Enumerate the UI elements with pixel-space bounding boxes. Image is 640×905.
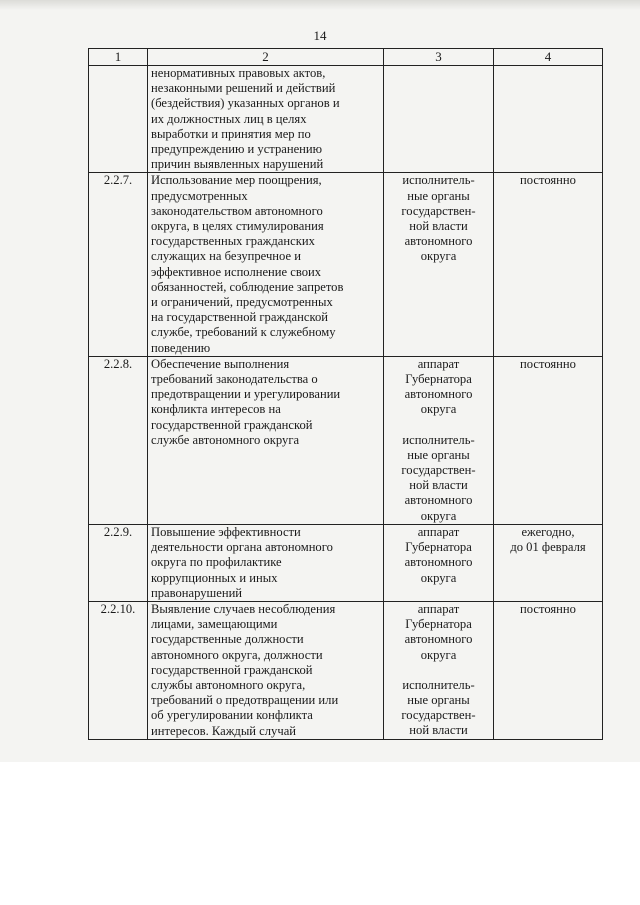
- cell-line: постоянно: [520, 601, 576, 616]
- cell-line: автономного: [404, 234, 473, 249]
- cell-line: округа: [420, 249, 457, 264]
- cell-line: ной власти: [409, 478, 468, 493]
- scan-top-edge: [0, 0, 640, 10]
- plan-table: [88, 48, 603, 740]
- cell-line: Губернатора: [405, 372, 472, 387]
- deadline-cell: [494, 173, 603, 356]
- item-number: 2.2.9.: [89, 524, 148, 601]
- cell-line: предупреждению и устранению: [151, 142, 323, 157]
- cell-line: округа: [420, 402, 457, 417]
- deadline-cell: [494, 66, 603, 173]
- cell-line: государственной гражданской: [151, 662, 313, 677]
- cell-line: выработки и принятия мер по: [151, 126, 311, 141]
- executor-cell: [384, 356, 494, 524]
- cell-line: законодательством автономного: [151, 203, 323, 218]
- cell-line: обязанностей, соблюдение запретов: [151, 279, 344, 294]
- cell-line: Повышение эффективности: [151, 524, 301, 539]
- cell-line: требований законодательства о: [151, 372, 318, 387]
- cell-line: поведению: [151, 340, 211, 355]
- table-row: [89, 356, 603, 524]
- cell-line: незаконными решений и действий: [151, 81, 336, 96]
- cell-line: требований о предотвращении или: [151, 693, 339, 708]
- cell-line: округа: [420, 508, 457, 523]
- deadline-cell: [494, 601, 603, 739]
- column-number: 1: [89, 49, 148, 66]
- cell-line: автономного: [404, 632, 473, 647]
- cell-line: государствен-: [401, 463, 476, 478]
- cell-line: предотвращении и урегулировании: [151, 387, 341, 402]
- cell-line: округа: [420, 647, 457, 662]
- cell-line: служащих на безупречное и: [151, 249, 301, 264]
- cell-line: постоянно: [520, 173, 576, 188]
- cell-line: государственные должности: [151, 632, 304, 647]
- cell-line: конфликта интересов на: [151, 402, 281, 417]
- cell-line: Губернатора: [405, 617, 472, 632]
- cell-line: интересов. Каждый случай: [151, 723, 297, 738]
- cell-line: ной власти: [409, 219, 468, 234]
- cell-line: коррупционных и иных: [151, 570, 278, 585]
- cell-line: эффективное исполнение своих: [151, 264, 322, 279]
- cell-line: округа, в целях стимулирования: [151, 219, 324, 234]
- cell-line: до 01 февраля: [510, 540, 586, 555]
- cell-line: лицами, замещающими: [151, 617, 278, 632]
- page-number: 14: [313, 28, 327, 43]
- cell-line: об урегулировании конфликта: [151, 708, 313, 723]
- cell-line: Обеспечение выполнения: [151, 356, 290, 371]
- cell-line: ные органы: [407, 188, 470, 203]
- cell-line: автономного: [404, 555, 473, 570]
- measure-text: [148, 601, 384, 739]
- cell-line: государственных гражданских: [151, 234, 315, 249]
- cell-line: исполнитель-: [402, 432, 475, 447]
- deadline-cell: [494, 356, 603, 524]
- cell-line: автономного округа, должности: [151, 647, 323, 662]
- column-number: 3: [384, 49, 494, 66]
- cell-line: государствен-: [401, 203, 476, 218]
- cell-line: предусмотренных: [151, 188, 248, 203]
- cell-line: Губернатора: [405, 540, 472, 555]
- cell-line: ной власти: [409, 723, 468, 738]
- cell-line: Выявление случаев несоблюдения: [151, 601, 336, 616]
- cell-line: службе, требований к служебному: [151, 325, 336, 340]
- cell-line: на государственной гражданской: [151, 310, 328, 325]
- cell-line: причин выявленных нарушений: [151, 157, 324, 172]
- executor-cell: [384, 173, 494, 356]
- deadline-cell: [494, 524, 603, 601]
- cell-line: ные органы: [407, 447, 470, 462]
- cell-line: исполнитель-: [402, 173, 475, 188]
- column-number: 2: [148, 49, 384, 66]
- executor-cell: [384, 66, 494, 173]
- cell-line: и ограничений, предусмотренных: [151, 295, 333, 310]
- cell-line: аппарат: [417, 601, 460, 616]
- cell-line: правонарушений: [151, 585, 243, 600]
- measure-text: [148, 356, 384, 524]
- item-number: 2.2.8.: [89, 356, 148, 524]
- table-row: [89, 524, 603, 601]
- item-number: 2.2.7.: [89, 173, 148, 356]
- column-number-row: [89, 49, 603, 66]
- cell-line: округа: [420, 570, 457, 585]
- cell-line: их должностных лиц в целях: [151, 111, 307, 126]
- cell-gap: [387, 418, 490, 433]
- cell-line: деятельности органа автономного: [151, 540, 333, 555]
- cell-line: автономного: [404, 387, 473, 402]
- executor-cell: [384, 601, 494, 739]
- cell-line: округа по профилактике: [151, 555, 282, 570]
- cell-line: государственной гражданской: [151, 417, 313, 432]
- measure-text: [148, 524, 384, 601]
- cell-line: (бездействия) указанных органов и: [151, 96, 340, 111]
- item-number: [89, 66, 148, 173]
- table-body: [89, 66, 603, 740]
- table-row: [89, 173, 603, 356]
- measure-text: [148, 66, 384, 173]
- cell-line: государствен-: [401, 708, 476, 723]
- cell-line: службы автономного округа,: [151, 677, 306, 692]
- cell-line: исполнитель-: [402, 677, 475, 692]
- executor-cell: [384, 524, 494, 601]
- cell-line: службе автономного округа: [151, 432, 300, 447]
- cell-line: ненормативных правовых актов,: [151, 66, 326, 80]
- cell-line: ежегодно,: [521, 524, 575, 539]
- item-number: 2.2.10.: [89, 601, 148, 739]
- cell-line: Использование мер поощрения,: [151, 173, 322, 188]
- table-row: [89, 601, 603, 739]
- column-number: 4: [494, 49, 603, 66]
- table-row: [89, 66, 603, 173]
- measure-text: [148, 173, 384, 356]
- cell-line: постоянно: [520, 356, 576, 371]
- cell-line: аппарат: [417, 524, 460, 539]
- cell-line: автономного: [404, 493, 473, 508]
- cell-gap: [387, 663, 490, 678]
- cell-line: аппарат: [417, 356, 460, 371]
- cell-line: ные органы: [407, 692, 470, 707]
